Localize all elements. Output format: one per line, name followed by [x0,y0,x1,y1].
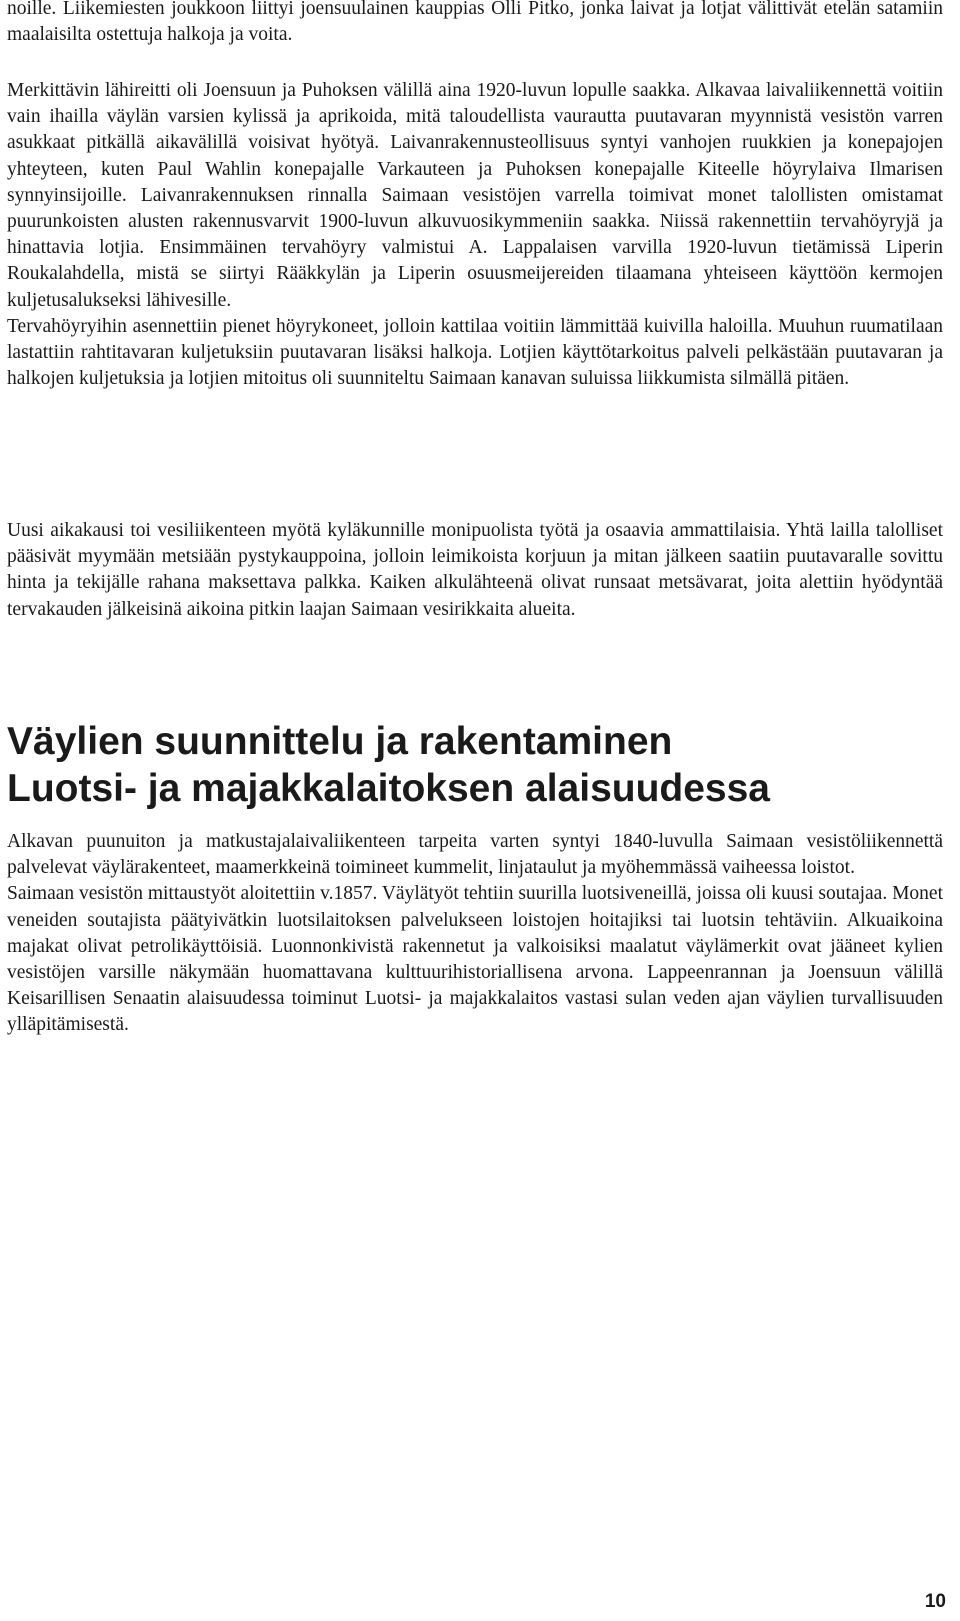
heading-line-2: Luotsi- ja majakkalaitoksen alaisuudessa [7,767,770,810]
section-1-paragraph-2: Tervahöyryihin asennettiin pienet höyrykoneet, jolloin kattilaa voitiin lämmittää kuivilla haloilla. Muuhun ruumatilaan lastattiin rahtitavaran kuljetuksiin puutavaran lisäksi halkoja. Lotjien käyttötarkoitus palveli pelkästään puutavaran ja halkojen kuljetuksia ja lotjien mitoitus oli suunniteltu Saimaan kanavan suluissa liikkumista silmällä pitäen. [7,315,943,390]
page-number: 10 [924,1591,946,1612]
section-2-paragraph: Uusi aikakausi toi vesiliikenteen myötä kyläkunnille monipuolista työtä ja osaavia ammattilaisia. Yhtä lailla talolliset pääsivät myymään metsiään pystykauppoina, jolloin leimikoista korjuun ja mitan jälkeen saatiin puutavaralle sovittu hinta ja tekijälle rahana maksettava palkka. Kaiken alkulähteenä olivat runsaat metsävarat, joita alettiin hyödyntää tervakauden jälkeisinä aikoina pitkin laajan Saimaan vesirikkaita alueita. [7,520,943,620]
heading-line-1: Väylien suunnittelu ja rakentaminen [7,720,673,763]
section-3-paragraph-1: Alkavan puunuiton ja matkustajalaivaliikenteen tarpeita varten syntyi 1840-luvulla Saimaan vesistöliikennettä palvelevat väylärakenteet, maamerkkeinä toimineet kummelit, linjataulut ja myöhemmässä vaiheessa loistot. [7,831,943,879]
section-1-paragraph-1: Merkittävin lähireitti oli Joensuun ja Puhoksen välillä aina 1920-luvun lopulle saakka. Alkavaa laivaliikennettä voitiin vain ihailla väylän varsien kylissä ja aprikoida, mitä taloudellista vaurautta puutavaran myynnistä vesistön varren asukkaat pitkällä aikavälillä voisivat hyötyä. Laivanrakennusteollisuus syntyi vanhojen ruukkien ja konepajojen yhteyteen, kuten Paul Wahlin konepajalle Varkauteen ja Puhoksen konepajalle Kiteelle höyrylaiva Ilmarisen synnyinsijoille. Laivanrakennuksen rinnalla Saimaan vesistöjen varrella toimivat monet talollisten omistamat puurunkoisten alusten rakennusvarvit 1900-luvun alkuvuosikymmeniin saakka. Niissä rakennettiin tervahöyryjä ja hinattavia lotjia. Ensimmäinen tervahöyry valmistui A. Lappalaisen varvilla 1920-luvun tietämissä Liperin Roukalahdella, mistä se siirtyi Rääkkylän ja Liperin osuusmeijereiden tilaamana yhteiseen käyttöön kermojen kuljetusalukseksi lähivesille. [7,80,943,311]
section-heading [7,718,943,812]
section-3-paragraph-2: Saimaan vesistön mittaustyöt aloitettiin v.1857. Väylätyöt tehtiin suurilla luotsiveneillä, joissa oli kuusi soutajaa. Monet veneiden soutajista päätyivätkin luotsilaitoksen palvelukseen loistojen hoitajiksi tai luotsin tehtäviin. Alkuaikoina majakat olivat petrolikäyttöisiä. Luonnonkivistä rakennetut ja valkoisiksi maalatut väylämerkit ovat jääneet kylien vesistöjen varsille näkymään huomattavana kulttuurihistoriallisena arvona. Lappeenrannan ja Joensuun välillä Keisarillisen Senaatin alaisuudessa toiminut Luotsi- ja majakkalaitos vastasi sulan veden ajan väylien turvallisuuden ylläpitämisestä. [7,883,943,1036]
section-2-block [7,518,943,623]
section-3-block [7,829,943,1039]
intro-paragraph: noille. Liikemiesten joukkoon liittyi joensuulainen kauppias Olli Pitko, jonka laivat ja lotjat välittivät etelän satamiin maalaisilta ostettuja halkoja ja voita. [7,0,943,46]
intro-paragraph-block [7,0,943,48]
section-1-block [7,78,943,392]
